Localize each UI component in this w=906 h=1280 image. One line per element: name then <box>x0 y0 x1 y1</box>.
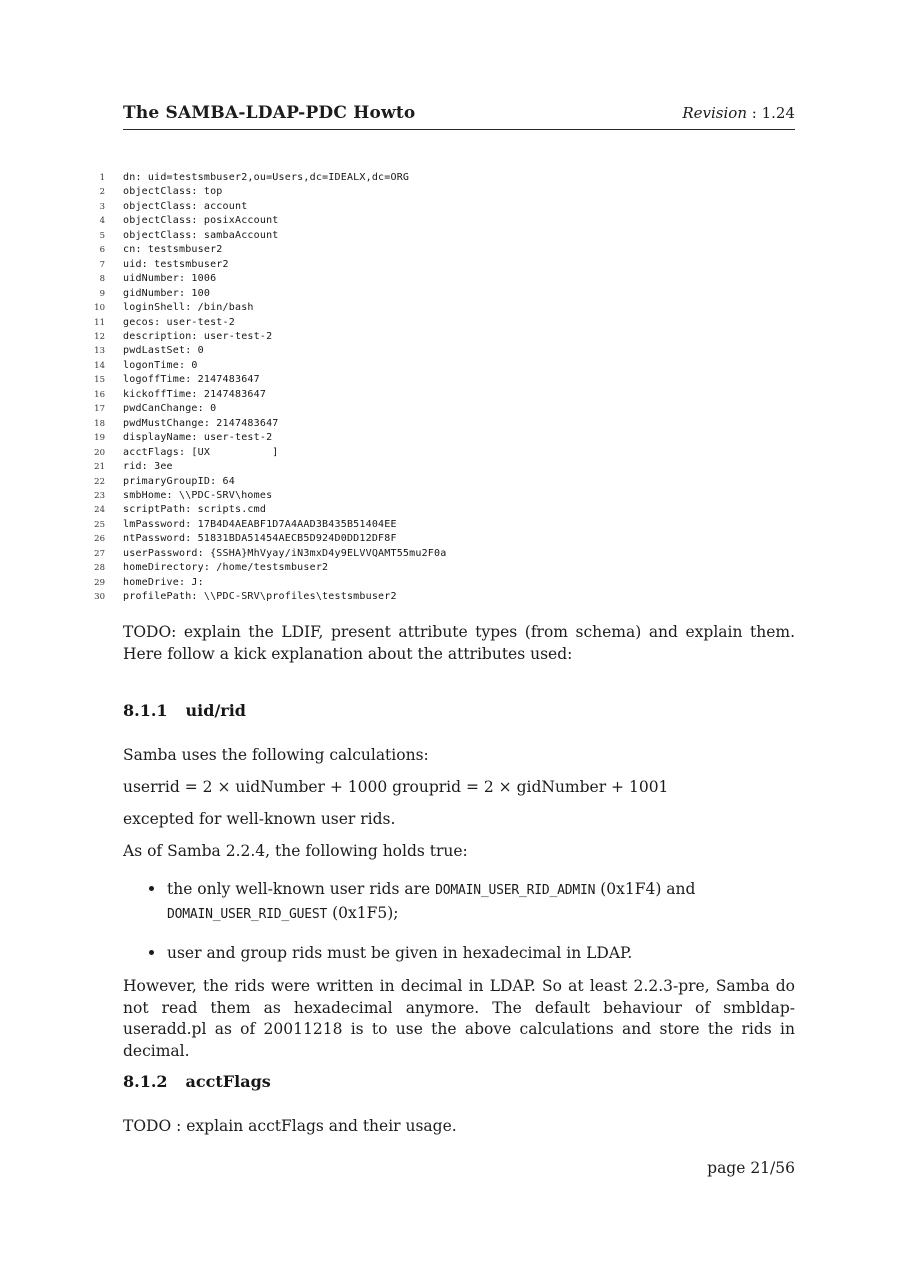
bullet-icon <box>149 950 154 955</box>
page-number: page 21/56 <box>707 1159 795 1177</box>
code-line-number: 30 <box>94 592 105 603</box>
code-line-text: pwdLastSet: 0 <box>123 345 204 357</box>
code-line-text: gecos: user-test-2 <box>123 316 235 328</box>
code-line <box>88 200 446 214</box>
code-line-number: 16 <box>94 389 105 400</box>
code-line <box>88 258 446 272</box>
paragraph-calculations: Samba uses the following calculations: <box>123 746 429 764</box>
code-line-text: lmPassword: 17B4D4AEABF1D7A4AAD3B435B51404EE <box>123 518 397 530</box>
section-number-811: 8.1.1 <box>123 701 168 720</box>
code-line-number: 4 <box>99 216 105 227</box>
code-line-text: uidNumber: 1006 <box>123 273 217 285</box>
bullet1-post: (0x1F5); <box>327 904 399 922</box>
code-line-text: logonTime: 0 <box>123 359 198 371</box>
code-line-text: uid: testsmbuser2 <box>123 258 229 270</box>
bullet-list <box>123 878 845 964</box>
revision-value: : 1.24 <box>747 104 795 122</box>
todo-paragraph: TODO: explain the LDIF, present attribute types (from schema) and explain them. Here follow a kick explanation about the attributes used: <box>123 623 795 663</box>
code-line <box>88 547 446 561</box>
section-title-812: acctFlags <box>185 1072 271 1091</box>
code-line-text: logoffTime: 2147483647 <box>123 374 260 386</box>
code-line <box>88 316 446 330</box>
code-line-number: 17 <box>94 404 105 415</box>
code-line <box>88 460 446 474</box>
code-line-text: pwdMustChange: 2147483647 <box>123 417 279 429</box>
code-line-text: acctFlags: [UX ] <box>123 446 279 458</box>
todo-acctflags-paragraph: TODO : explain acctFlags and their usage. <box>123 1117 457 1135</box>
code-line <box>88 475 446 489</box>
section-number-812: 8.1.2 <box>123 1072 168 1091</box>
code-line <box>88 344 446 358</box>
code-line-number: 10 <box>94 303 105 314</box>
bullet1-mid: (0x1F4) and <box>595 880 696 898</box>
code-line-text: homeDrive: J: <box>123 576 204 588</box>
code-line-number: 6 <box>99 245 105 256</box>
document-title: The SAMBA-LDAP-PDC Howto <box>123 103 416 123</box>
code-line-text: objectClass: posixAccount <box>123 215 279 227</box>
code-line-text: objectClass: top <box>123 186 223 198</box>
code-line-number: 9 <box>99 288 105 299</box>
paragraph-asof: As of Samba 2.2.4, the following holds true: <box>123 842 468 860</box>
list-item <box>123 878 845 926</box>
code-line <box>88 330 446 344</box>
code-line <box>88 373 446 387</box>
section-heading-812 <box>123 1072 271 1091</box>
code-line <box>88 489 446 503</box>
code-line <box>88 388 446 402</box>
code-line-number: 8 <box>99 274 105 285</box>
list-item <box>123 942 845 964</box>
code-line <box>88 503 446 517</box>
code-line <box>88 590 446 604</box>
bullet2-text: user and group rids must be given in hexadecimal in LDAP. <box>167 944 633 962</box>
paragraph-excepted: excepted for well-known user rids. <box>123 810 396 828</box>
code-line-number: 22 <box>94 476 105 487</box>
code-line <box>88 301 446 315</box>
code-line-text: primaryGroupID: 64 <box>123 475 235 487</box>
code-line-text: cn: testsmbuser2 <box>123 244 223 256</box>
code-line-number: 24 <box>94 505 105 516</box>
code-line-number: 7 <box>99 259 105 270</box>
code-line-number: 20 <box>94 447 105 458</box>
code-line-number: 21 <box>94 462 105 473</box>
code-line-text: smbHome: \\PDC-SRV\homes <box>123 489 273 501</box>
code-line-number: 5 <box>99 230 105 241</box>
code-line-number: 14 <box>94 360 105 371</box>
code-line-text: objectClass: account <box>123 200 248 212</box>
code-line <box>88 561 446 575</box>
code-line-text: rid: 3ee <box>123 461 173 473</box>
code-line-text: profilePath: \\PDC-SRV\profiles\testsmbuser2 <box>123 591 397 603</box>
code-line <box>88 287 446 301</box>
bullet1-code-admin: DOMAIN_USER_RID_ADMIN <box>435 883 596 898</box>
code-line-number: 1 <box>99 173 105 183</box>
ldif-code-listing <box>88 171 446 605</box>
code-line-number: 2 <box>99 187 105 198</box>
code-line-number: 18 <box>94 418 105 429</box>
code-line <box>88 518 446 532</box>
code-line-text: userPassword: {SSHA}MhVyay/iN3mxD4y9ELVVQAMT55mu2F0a <box>123 547 447 559</box>
code-line <box>88 272 446 286</box>
code-line-number: 19 <box>94 433 105 444</box>
bullet-icon <box>149 886 154 891</box>
bullet1-pre: the only well-known user rids are <box>167 880 436 898</box>
code-line-text: description: user-test-2 <box>123 330 273 342</box>
code-line <box>88 576 446 590</box>
code-line-number: 13 <box>94 346 105 357</box>
code-line-number: 11 <box>94 317 105 328</box>
code-line <box>88 402 446 416</box>
code-line-text: ntPassword: 51831BDA51454AECB5D924D0DD12DF8F <box>123 533 397 545</box>
code-line-number: 28 <box>94 563 105 574</box>
code-line-text: scriptPath: scripts.cmd <box>123 504 267 516</box>
section-title-811: uid/rid <box>185 701 246 720</box>
revision-word: Revision <box>682 104 747 122</box>
code-line-number: 25 <box>94 519 105 530</box>
code-line <box>88 359 446 373</box>
code-line-number: 29 <box>94 577 105 588</box>
code-line <box>88 171 446 185</box>
code-line-text: gidNumber: 100 <box>123 287 211 299</box>
code-line-text: objectClass: sambaAccount <box>123 229 279 241</box>
bullet1-code-guest: DOMAIN_USER_RID_GUEST <box>167 907 328 922</box>
page-header <box>123 103 795 130</box>
code-line <box>88 185 446 199</box>
code-line-number: 12 <box>94 331 105 342</box>
code-line-number: 27 <box>94 548 105 559</box>
code-line <box>88 243 446 257</box>
code-line-number: 15 <box>94 375 105 386</box>
code-line <box>88 417 446 431</box>
code-line-text: pwdCanChange: 0 <box>123 403 217 415</box>
code-line-number: 23 <box>94 490 105 501</box>
revision-label <box>682 104 795 122</box>
code-line-number: 26 <box>94 534 105 545</box>
code-line-text: dn: uid=testsmbuser2,ou=Users,dc=IDEALX,dc=ORG <box>123 172 410 183</box>
code-line <box>88 446 446 460</box>
formula-line: userrid = 2 × uidNumber + 1000 grouprid = 2 × gidNumber + 1001 <box>123 778 669 796</box>
paragraph-however: However, the rids were written in decimal in LDAP. So at least 2.2.3-pre, Samba do not read them as hexadecimal anymore. The default behaviour of smbldap-useradd.pl as of 20011218 is to use the above calculations and store the rids in decimal. <box>123 977 795 1060</box>
code-line <box>88 532 446 546</box>
code-line-text: kickoffTime: 2147483647 <box>123 388 267 400</box>
code-line-number: 3 <box>99 201 105 212</box>
code-line-text: loginShell: /bin/bash <box>123 302 254 314</box>
page-footer <box>123 1159 795 1177</box>
code-line <box>88 229 446 243</box>
code-line-text: displayName: user-test-2 <box>123 432 273 444</box>
code-line <box>88 431 446 445</box>
code-line-text: homeDirectory: /home/testsmbuser2 <box>123 562 329 574</box>
code-line <box>88 214 446 228</box>
section-heading-811 <box>123 701 246 720</box>
